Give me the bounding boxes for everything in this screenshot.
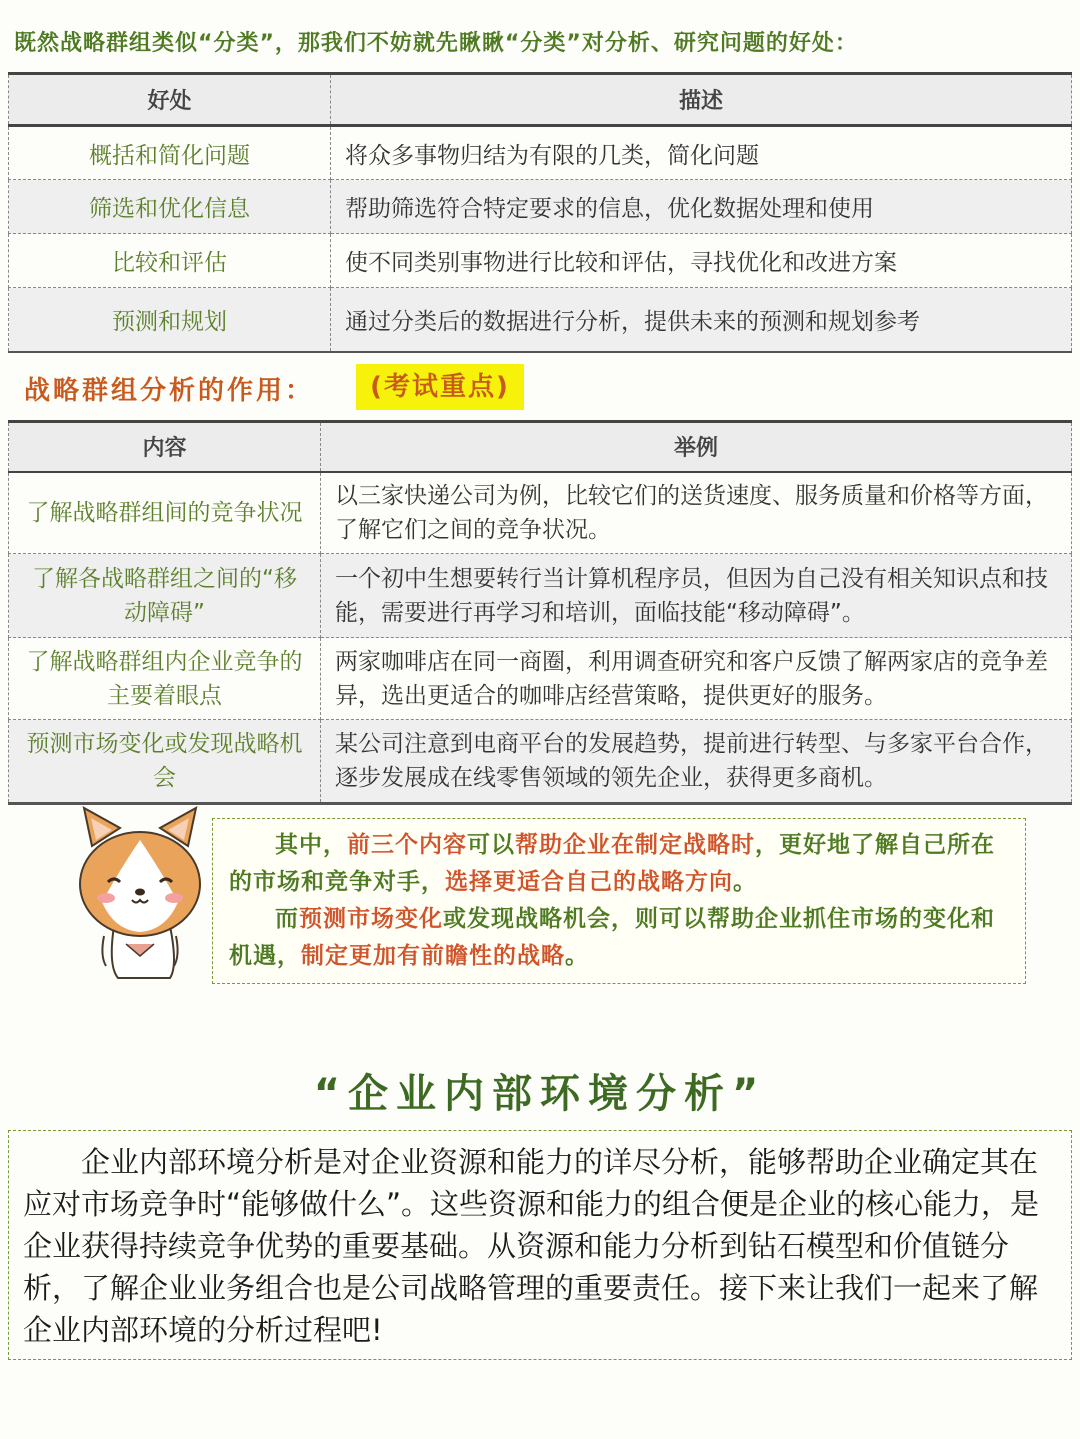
note-text: 。 [565, 943, 589, 969]
functions-table [8, 420, 1072, 805]
content-cell: 了解战略群组内企业竞争的主要着眼点 [9, 638, 321, 720]
table-header-row [9, 422, 1072, 472]
note-text: 而 [275, 906, 299, 932]
note-text: 或发现战略机会，则可以帮助企业抓住市场的变化和机遇， [229, 906, 995, 969]
note-paragraph [229, 901, 1009, 975]
summary-note-box [212, 818, 1026, 984]
example-cell: 两家咖啡店在同一商圈，利用调查研究和客户反馈了解两家店的竞争差异，选出更适合的咖啡店经营策略，提供更好的服务。 [321, 638, 1072, 720]
table-row [9, 638, 1072, 720]
benefit-cell: 概括和简化问题 [9, 126, 331, 180]
table-header-benefit: 好处 [9, 74, 331, 126]
note-text: 其中， [275, 832, 347, 858]
table-header-example: 举例 [321, 422, 1072, 472]
note-text: ，更好地了解自己所在的市场和竞争对手， [229, 832, 995, 895]
section-title: “企业内部环境分析” [313, 1071, 767, 1117]
body-paragraph: 企业内部环境分析是对企业资源和能力的详尽分析，能够帮助企业确定其在应对市场竞争时“能够做什么”。这些资源和能力的组合便是企业的核心能力，是企业获得持续竞争优势的重要基础。从资源和能力分析到钻石模型和价值链分析，了解企业业务组合也是公司战略管理的重要责任。接下来让我们一起来了解企业内部环境的分析过程吧! [23, 1145, 1040, 1347]
note-paragraph [229, 827, 1009, 901]
note-emphasis: 制定更加有前瞻性的战略 [301, 943, 565, 969]
table-row [9, 720, 1072, 804]
exam-highlight-badge: (考试重点) [356, 364, 524, 410]
example-cell: 一个初中生想要转行当计算机程序员，但因为自己没有相关知识点和技能，需要进行再学习和培训，面临技能“移动障碍”。 [321, 554, 1072, 638]
benefit-cell: 比较和评估 [9, 234, 331, 288]
content-cell: 预测市场变化或发现战略机会 [9, 720, 321, 804]
content-cell: 了解战略群组间的竞争状况 [9, 472, 321, 554]
content-cell: 了解各战略群组之间的“移动障碍” [9, 554, 321, 638]
table-row [9, 234, 1072, 288]
note-text: 可以 [467, 832, 515, 858]
body-paragraph-box [8, 1130, 1072, 1360]
note-emphasis: 预测市场变化 [299, 906, 443, 932]
section-subtitle: 战略群组分析的作用： [24, 376, 315, 406]
benefits-table [8, 72, 1072, 353]
table-row [9, 126, 1072, 180]
table-row [9, 180, 1072, 234]
table-row [9, 472, 1072, 554]
description-cell: 通过分类后的数据进行分析，提供未来的预测和规划参考 [331, 288, 1072, 352]
example-cell: 以三家快递公司为例，比较它们的送货速度、服务质量和价格等方面，了解它们之间的竞争状况。 [321, 472, 1072, 554]
note-emphasis: 选择更适合自己的战略方向 [445, 869, 733, 895]
note-emphasis: 帮助企业在制定战略时 [515, 832, 755, 858]
table-header-content: 内容 [9, 422, 321, 472]
note-text: 。 [733, 869, 757, 895]
description-cell: 使不同类别事物进行比较和评估，寻找优化和改进方案 [331, 234, 1072, 288]
table-row [9, 554, 1072, 638]
intro-text: 既然战略群组类似“分类”，那我们不妨就先瞅瞅“分类”对分析、研究问题的好处： [14, 31, 858, 56]
table-row [9, 288, 1072, 352]
benefit-cell: 预测和规划 [9, 288, 331, 352]
note-emphasis: 前三个内容 [347, 832, 467, 858]
description-cell: 帮助筛选符合特定要求的信息，优化数据处理和使用 [331, 180, 1072, 234]
table-header-description: 描述 [331, 74, 1072, 126]
corgi-mascot-icon [74, 806, 206, 982]
benefit-cell: 筛选和优化信息 [9, 180, 331, 234]
table-header-row [9, 74, 1072, 126]
description-cell: 将众多事物归结为有限的几类，简化问题 [331, 126, 1072, 180]
example-cell: 某公司注意到电商平台的发展趋势，提前进行转型、与多家平台合作，逐步发展成在线零售领域的领先企业，获得更多商机。 [321, 720, 1072, 804]
